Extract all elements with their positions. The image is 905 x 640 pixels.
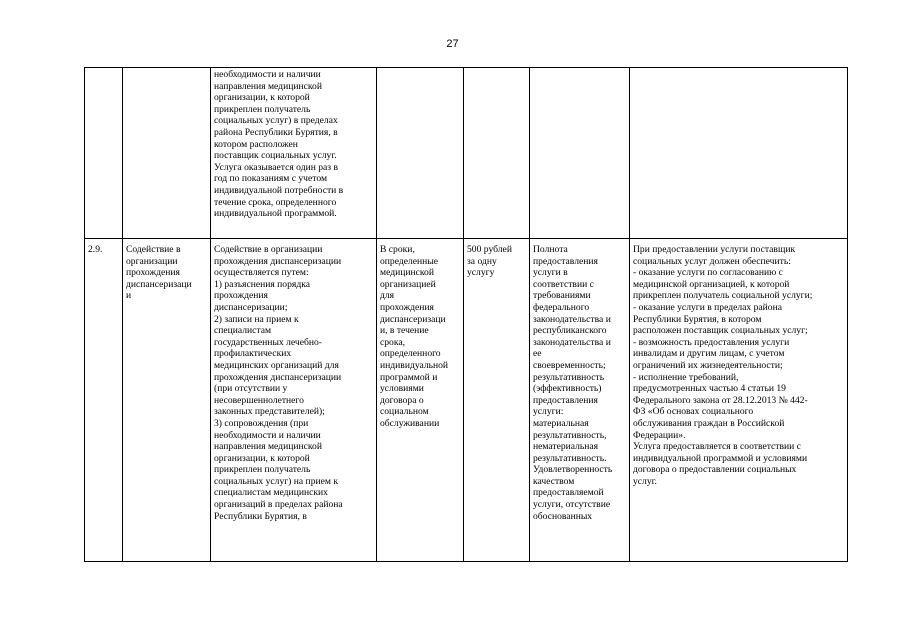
service-terms-cell: В сроки, определенные медицинской организацией для прохождения диспансеризаци и, в течение срока, определенного индивидуальной программой и условиями договора о социальном обслуживании [377,239,464,562]
row-number-cell: 2.9. [85,239,123,562]
service-terms-cell [377,68,464,239]
service-conditions-cell: При предоставлении услуги поставщик социальных услуг должен обеспечить: - оказание услуги по согласованию с медицинской организацией, к которой прикреплен получатель социальной услуги; - оказание услуги в пределах района Республики Бурятия, в котором расположен поставщик социальных услуг; - возможность предоставления услуги инвалидам и другим лицам, с учетом ограничений их жизнедеятельности; - исполнение требований, предусмотренных частью 4 статьи 19 Федерального закона от 28.12.2013 № 442- ФЗ «Об основах социального обслуживания граждан в Российской Федерации». Услуга предоставляется в соответствии с индивидуальной программой и условиями договора о предоставлении социальных услуг. [630,239,848,562]
service-description-cell: необходимости и наличии направления медицинской организации, к которой прикреплен получатель социальных услуг) в пределах района Республики Бурятия, в котором расположен поставщик социальных услуг. Услуга оказывается один раз в год по показаниям с учетом индивидуальной потребности в течение срока, определенного индивидуальной программой. [211,68,377,239]
page-number: 27 [446,38,459,50]
service-description-cell: Содействие в организации прохождения диспансеризации осуществляется путем: 1) разъяснения порядка прохождения диспансеризации; 2) записи на прием к специалистам государственных лечебно- профилактических медицинских организаций для прохождения диспансеризации (при отсутствии у несовершеннолетнего законных представителей); 3) сопровождения (при необходимости и наличии направления медицинской организации, к которой прикреплен получатель социальных услуг) на прием к специалистам медицинских организаций в пределах района Республики Бурятия, в [211,239,377,562]
quality-indicators-cell: Полнота предоставления услуги в соответствии с требованиями федерального законодательства и республиканского законодательства и ее своевременность; результативность (эффективность) предоставления услуги: материальная результативность, нематериальная результативность. Удовлетворенность качеством предоставляемой услуги, отсутствие обоснованных [530,239,630,562]
row-number-cell [85,68,123,239]
quality-indicators-cell [530,68,630,239]
service-conditions-cell [630,68,848,239]
table-row [85,68,848,239]
services-table [84,67,848,562]
service-tariff-cell: 500 рублей за одну услугу [464,239,530,562]
table-row [85,239,848,562]
service-name-cell [123,68,211,239]
service-tariff-cell [464,68,530,239]
service-name-cell: Содействие в организации прохождения диспансеризаци и [123,239,211,562]
